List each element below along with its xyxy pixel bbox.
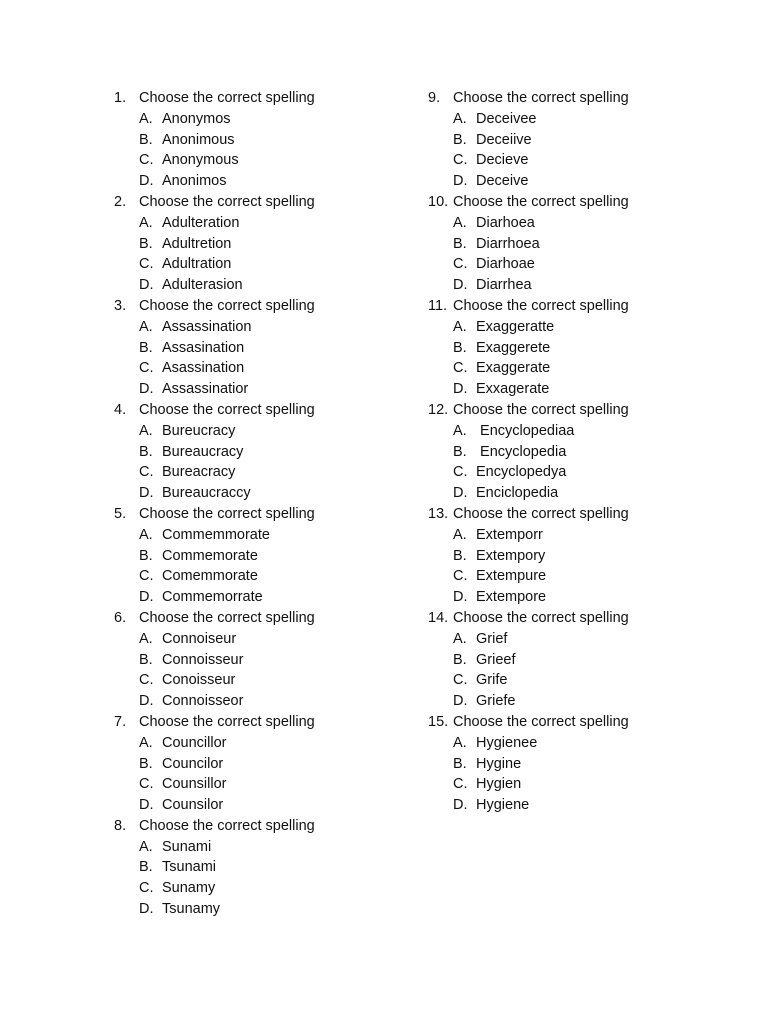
- question-prompt: Choose the correct spelling: [453, 401, 629, 418]
- option-letter: C.: [453, 776, 468, 793]
- answer-option: [114, 421, 414, 442]
- answer-option: [114, 837, 414, 858]
- answer-option: [114, 733, 414, 754]
- question-row: [114, 88, 414, 109]
- option-text: Commemorrate: [162, 589, 263, 606]
- option-letter: C.: [139, 152, 154, 169]
- question-prompt: Choose the correct spelling: [139, 297, 315, 314]
- option-letter: D.: [139, 173, 154, 190]
- option-text: Encyclopedya: [476, 464, 567, 481]
- answer-option: [114, 109, 414, 130]
- right-column: [428, 88, 728, 816]
- option-letter: C.: [139, 256, 154, 273]
- option-letter: C.: [453, 256, 468, 273]
- answer-option: [114, 358, 414, 379]
- question-block: [114, 192, 414, 296]
- option-text: Grife: [476, 672, 508, 689]
- option-letter: C.: [453, 360, 468, 377]
- answer-option: [114, 691, 414, 712]
- option-text: Councillor: [162, 734, 227, 751]
- question-prompt: Choose the correct spelling: [139, 401, 315, 418]
- option-letter: D.: [453, 797, 468, 814]
- option-text: Assassination: [162, 318, 252, 335]
- question-prompt: Choose the correct spelling: [139, 609, 315, 626]
- answer-option: [114, 795, 414, 816]
- answer-option: [114, 525, 414, 546]
- question-prompt: Choose the correct spelling: [453, 90, 629, 106]
- option-text: Tsunami: [162, 859, 216, 876]
- option-text: Commemmorate: [162, 526, 270, 543]
- option-letter: B.: [139, 131, 153, 148]
- option-letter: B.: [139, 651, 153, 668]
- question-prompt: Choose the correct spelling: [453, 193, 629, 210]
- option-text: Diarrhea: [476, 277, 532, 294]
- question-row: [428, 608, 728, 629]
- option-text: Encyclopediaa: [476, 422, 575, 439]
- answer-option: [114, 774, 414, 795]
- answer-option: [114, 566, 414, 587]
- option-text: Deceiive: [476, 131, 532, 148]
- question-block: [114, 296, 414, 400]
- option-letter: D.: [453, 693, 468, 710]
- answer-option: [114, 130, 414, 151]
- option-letter: D.: [139, 693, 154, 710]
- option-text: Diarrhoea: [476, 235, 540, 252]
- option-text: Diarhoea: [476, 214, 535, 231]
- answer-option: [114, 483, 414, 504]
- answer-option: [428, 254, 728, 275]
- option-letter: C.: [139, 464, 154, 481]
- option-text: Sunamy: [162, 880, 216, 897]
- question-block: [428, 608, 728, 712]
- question-row: [114, 400, 414, 421]
- option-letter: C.: [453, 464, 468, 481]
- question-row: [428, 296, 728, 317]
- question-block: [428, 88, 728, 192]
- question-number: 4.: [114, 401, 127, 418]
- option-text: Decieve: [476, 152, 529, 169]
- option-text: Tsunamy: [162, 901, 221, 918]
- answer-option: [428, 795, 728, 816]
- question-row: [428, 400, 728, 421]
- option-letter: A.: [453, 526, 467, 543]
- option-text: Anonymos: [162, 110, 231, 127]
- answer-option: [114, 338, 414, 359]
- question-number: 3.: [114, 297, 127, 314]
- answer-option: [114, 629, 414, 650]
- answer-option: [428, 629, 728, 650]
- question-block: [114, 816, 414, 920]
- question-row: [114, 192, 414, 213]
- answer-option: [428, 483, 728, 504]
- answer-option: [428, 462, 728, 483]
- option-text: Bureucracy: [162, 422, 236, 439]
- answer-option: [428, 130, 728, 151]
- option-text: Assasination: [162, 339, 245, 356]
- question-number: 12.: [428, 401, 449, 418]
- question-block: [114, 400, 414, 504]
- question-row: [114, 816, 414, 837]
- option-letter: B.: [453, 339, 467, 356]
- option-letter: B.: [139, 235, 153, 252]
- option-text: Hygine: [476, 755, 522, 772]
- answer-option: [114, 899, 414, 920]
- option-letter: A.: [453, 214, 467, 231]
- option-text: Hygien: [476, 776, 522, 793]
- answer-option: [114, 254, 414, 275]
- question-prompt: Choose the correct spelling: [139, 193, 315, 210]
- option-letter: A.: [139, 838, 153, 855]
- answer-option: [428, 670, 728, 691]
- answer-option: [114, 857, 414, 878]
- answer-option: [114, 379, 414, 400]
- option-letter: D.: [139, 485, 154, 502]
- question-prompt: Choose the correct spelling: [453, 609, 629, 626]
- answer-option: [114, 754, 414, 775]
- option-text: Connoisseor: [162, 693, 244, 710]
- answer-option: [428, 150, 728, 171]
- question-block: [428, 504, 728, 608]
- answer-option: [114, 213, 414, 234]
- option-letter: D.: [139, 901, 154, 918]
- question-block: [428, 400, 728, 504]
- option-text: Adulterasion: [162, 277, 243, 294]
- answer-option: [428, 566, 728, 587]
- option-letter: C.: [139, 360, 154, 377]
- answer-option: [114, 650, 414, 671]
- question-number: 15.: [428, 713, 449, 730]
- answer-option: [428, 442, 728, 463]
- option-letter: C.: [139, 672, 154, 689]
- answer-option: [428, 275, 728, 296]
- option-text: Extempure: [476, 568, 547, 585]
- option-text: Diarhoae: [476, 256, 535, 273]
- option-text: Exaggeratte: [476, 318, 555, 335]
- option-letter: A.: [139, 422, 153, 439]
- option-letter: C.: [453, 672, 468, 689]
- answer-option: [428, 587, 728, 608]
- option-letter: D.: [139, 589, 154, 606]
- question-number: 1.: [114, 90, 127, 106]
- option-text: Exaggerete: [476, 339, 551, 356]
- option-text: Bureaucracy: [162, 443, 244, 460]
- option-letter: A.: [453, 318, 467, 335]
- question-block: [114, 608, 414, 712]
- option-text: Deceivee: [476, 110, 537, 127]
- option-letter: A.: [139, 214, 153, 231]
- option-letter: C.: [453, 152, 468, 169]
- answer-option: [428, 774, 728, 795]
- answer-option: [428, 358, 728, 379]
- option-text: Encyclopedia: [476, 443, 567, 460]
- answer-option: [428, 525, 728, 546]
- option-text: Anonimos: [162, 173, 227, 190]
- question-prompt: Choose the correct spelling: [453, 297, 629, 314]
- option-text: Counsilor: [162, 797, 224, 814]
- question-number: 11.: [428, 297, 448, 314]
- answer-option: [114, 275, 414, 296]
- answer-option: [428, 109, 728, 130]
- option-text: Adulteration: [162, 214, 240, 231]
- answer-option: [428, 379, 728, 400]
- option-letter: C.: [139, 880, 154, 897]
- option-text: Councilor: [162, 755, 224, 772]
- answer-option: [114, 878, 414, 899]
- question-block: [114, 712, 414, 816]
- option-text: Deceive: [476, 173, 529, 190]
- question-prompt: Choose the correct spelling: [139, 817, 315, 834]
- option-letter: D.: [453, 485, 468, 502]
- option-text: Asassination: [162, 360, 245, 377]
- option-text: Connoisseur: [162, 651, 244, 668]
- option-letter: C.: [139, 776, 154, 793]
- answer-option: [114, 150, 414, 171]
- option-letter: B.: [453, 443, 467, 460]
- option-text: Grieef: [476, 651, 516, 668]
- answer-option: [428, 691, 728, 712]
- option-text: Counsillor: [162, 776, 227, 793]
- option-letter: A.: [453, 630, 467, 647]
- option-text: Hygienee: [476, 734, 538, 751]
- question-block: [114, 504, 414, 608]
- option-letter: D.: [453, 589, 468, 606]
- answer-option: [428, 338, 728, 359]
- option-text: Extempory: [476, 547, 546, 564]
- question-block: [114, 88, 414, 192]
- option-text: Exaggerate: [476, 360, 551, 377]
- question-block: [428, 296, 728, 400]
- question-prompt: Choose the correct spelling: [453, 505, 629, 522]
- answer-option: [114, 442, 414, 463]
- option-letter: D.: [139, 797, 154, 814]
- option-letter: A.: [139, 734, 153, 751]
- option-text: Sunami: [162, 838, 212, 855]
- option-text: Bureacracy: [162, 464, 236, 481]
- option-letter: B.: [453, 651, 467, 668]
- option-letter: B.: [139, 547, 153, 564]
- option-letter: C.: [453, 568, 468, 585]
- option-letter: B.: [453, 755, 467, 772]
- option-text: Extempore: [476, 589, 547, 606]
- answer-option: [114, 462, 414, 483]
- question-row: [114, 712, 414, 733]
- answer-option: [114, 234, 414, 255]
- option-text: Comemmorate: [162, 568, 258, 585]
- answer-option: [428, 213, 728, 234]
- option-letter: A.: [453, 110, 467, 127]
- option-letter: A.: [139, 318, 153, 335]
- question-number: 10.: [428, 193, 449, 210]
- answer-option: [428, 421, 728, 442]
- question-number: 6.: [114, 609, 127, 626]
- question-block: [428, 192, 728, 296]
- option-letter: B.: [453, 235, 467, 252]
- option-text: Assassinatior: [162, 381, 249, 398]
- answer-option: [428, 733, 728, 754]
- option-letter: A.: [139, 110, 153, 127]
- option-text: Commemorate: [162, 547, 258, 564]
- answer-option: [428, 171, 728, 192]
- question-number: 13.: [428, 505, 449, 522]
- option-text: Anonimous: [162, 131, 235, 148]
- answer-option: [428, 317, 728, 338]
- question-prompt: Choose the correct spelling: [139, 505, 315, 522]
- option-letter: D.: [139, 381, 154, 398]
- question-row: [428, 88, 728, 109]
- answer-option: [114, 587, 414, 608]
- option-text: Exxagerate: [476, 381, 550, 398]
- option-text: Adultration: [162, 256, 232, 273]
- option-text: Hygiene: [476, 797, 530, 814]
- option-text: Anonymous: [162, 152, 239, 169]
- option-letter: C.: [139, 568, 154, 585]
- option-letter: B.: [139, 339, 153, 356]
- option-letter: D.: [453, 173, 468, 190]
- option-text: Connoiseur: [162, 630, 237, 647]
- option-letter: B.: [139, 443, 153, 460]
- option-letter: D.: [139, 277, 154, 294]
- answer-option: [428, 546, 728, 567]
- answer-option: [114, 171, 414, 192]
- question-row: [428, 504, 728, 525]
- option-letter: D.: [453, 381, 468, 398]
- option-text: Griefe: [476, 693, 516, 710]
- option-text: Grief: [476, 630, 508, 647]
- question-block: [428, 712, 728, 816]
- question-number: 9.: [428, 90, 441, 106]
- option-text: Enciclopedia: [476, 485, 559, 502]
- answer-option: [428, 234, 728, 255]
- question-number: 8.: [114, 817, 127, 834]
- answer-option: [428, 754, 728, 775]
- option-text: Extemporr: [476, 526, 543, 543]
- question-prompt: Choose the correct spelling: [453, 713, 629, 730]
- question-prompt: Choose the correct spelling: [139, 713, 315, 730]
- option-text: Bureaucraccy: [162, 485, 251, 502]
- question-row: [114, 296, 414, 317]
- option-text: Conoisseur: [162, 672, 236, 689]
- question-number: 2.: [114, 193, 127, 210]
- question-number: 14.: [428, 609, 449, 626]
- option-letter: B.: [139, 859, 153, 876]
- option-letter: A.: [453, 734, 467, 751]
- answer-option: [114, 546, 414, 567]
- option-letter: D.: [453, 277, 468, 294]
- question-prompt: Choose the correct spelling: [139, 90, 315, 106]
- option-letter: A.: [139, 526, 153, 543]
- option-letter: A.: [139, 630, 153, 647]
- question-row: [114, 504, 414, 525]
- question-row: [428, 192, 728, 213]
- question-number: 7.: [114, 713, 127, 730]
- question-number: 5.: [114, 505, 127, 522]
- answer-option: [114, 317, 414, 338]
- option-letter: A.: [453, 422, 467, 439]
- option-letter: B.: [139, 755, 153, 772]
- question-row: [428, 712, 728, 733]
- option-letter: B.: [453, 131, 467, 148]
- question-row: [114, 608, 414, 629]
- option-letter: B.: [453, 547, 467, 564]
- left-column: [114, 88, 414, 920]
- answer-option: [428, 650, 728, 671]
- option-text: Adultretion: [162, 235, 232, 252]
- answer-option: [114, 670, 414, 691]
